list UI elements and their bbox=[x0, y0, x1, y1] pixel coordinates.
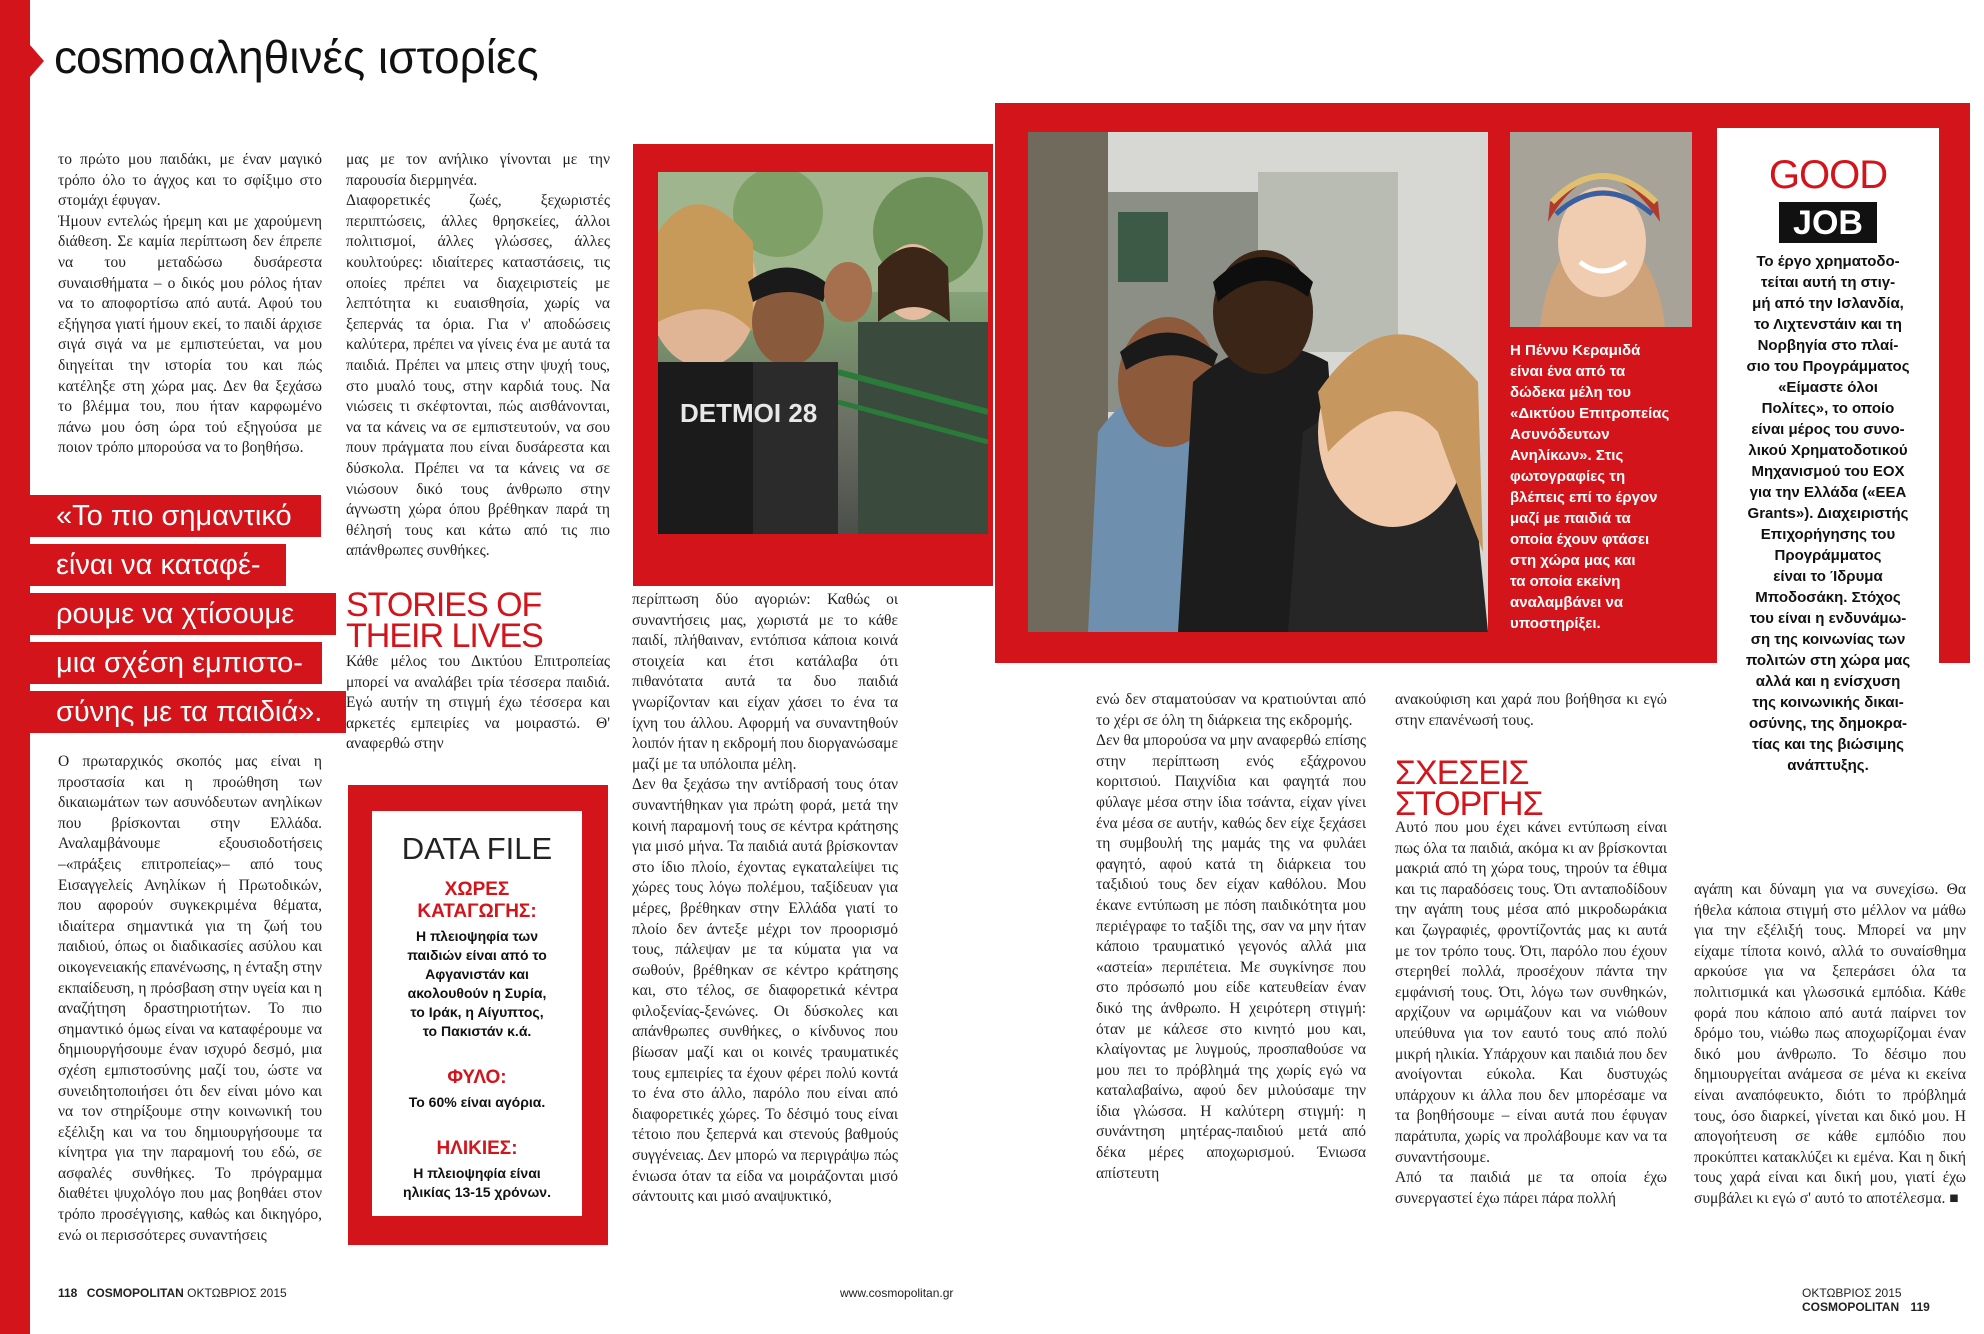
job-heading: JOB bbox=[1779, 202, 1877, 243]
photo-group-selfie bbox=[658, 172, 988, 534]
column-2-top: μας με τον ανήλικο γίνονται με την παρουσία διερμηνέα. Διαφορετικές ζωές, ξεχωριστές περιπτώσεις, άλλες θρησκείες, άλλοι πολιτισμοί, άλλες γλώσσες, άλλες κουλτούρες: ιδιαίτερες καταστάσεις, τις οποίες πρέπει να διαχειριστείς με λεπτότητα κι ευαισθησία, χωρίς να ξεπερνάς τα όρια. Για ν' αποδώσεις καλύτερα, πρέπει να γίνεις ένα με αυτά τα παιδιά. Πρέπει να μπεις στην ψυχή τους, στο μυαλό τους, στην καρδιά τους. Να νιώσεις τι σκέφτονται, πώς αισθάνονται, να τα κάνεις να σε εμπιστευτούν, να σου πουν πράγματα που είναι δυσάρεστα και δύσκολα. Πρέπει να τα κάνεις να σε νιώσουν δικό τους άνθρωπο στην άγνωστη χώρα όπου βρέθηκαν παρά τη θέλησή τους και κάτω από τις πιο απάνθρωπες συνθήκες. bbox=[346, 151, 610, 560]
pull-quote-line: «Το πιο σημαντικό bbox=[30, 495, 321, 537]
relationships-subhead: ΣΧΕΣΕΙΣ ΣΤΟΡΓΗΣ bbox=[1395, 754, 1543, 823]
right-page-number: 119 bbox=[1910, 1300, 1930, 1314]
footer-left bbox=[58, 1286, 287, 1300]
column-1-bottom: Ο πρωταρχικός σκοπός μας είναι η προστασία και η προώθηση των δικαιωμάτων των ασυνόδευτων ανηλίκων που βρίσκονται στην Ελλάδα. Αναλαμβάνουμε εξουσιοδοτήσεις –«πράξεις επιτροπείας»– από τους Εισαγγελείς Ανηλίκων ή Πρωτοδικών, που αφορούν συγκεκριμένα θέματα, ιδιαίτερα σημαντικά για τη ζωή του παιδιού, όπως οι διαδικασίες ασύλου και οικογενειακής επανένωσης, η ένταξη στην εκπαίδευση, η πρόσβαση στην υγεία και η αναζήτηση δραστηριοτήτων. Το πιο σημαντικό όμως είναι να καταφέρουμε να δημιουργήσουμε έναν ισχυρό δεσμό, μια σχέση εμπιστοσύνης μαζί του, ώστε να συνειδητοποιήσει ότι δεν είναι μόνο και να τον στηρίξουμε στην κοινωνική του εξέλιξη και να του δημιουργήσουμε τα κίνητρα για την παραμονή του εδώ, σε ασφαλές συνθήκες. Το πρόγραμμα διαθέτει ψυχολόγο που μας βοηθάει στον τρόπο προσέγγισης, καθώς και δικηγόρο, ενώ οι περισσότερες συναντήσεις bbox=[58, 753, 322, 1244]
page-header bbox=[54, 30, 539, 90]
data-file-card bbox=[372, 811, 582, 1216]
left-issue-date: ΟΚΤΩΒΡΙΟΣ 2015 bbox=[187, 1286, 287, 1300]
good-job-text: Το έργο χρηματοδο- τείται αυτή τη στιγ- μή από την Ισλανδία, το Λιχτενστάιν και τη Νορβηγία στο πλαί- σιο του Προγράμματος «Είμαστε όλοι Πολίτες», το οποίο είναι μέρος του συνο- λικού Χρηματοδοτικού Μηχανισμού του ΕΟΧ για την Ελλάδα («ΕΕΑ Grants»). Διαχειριστής Επιχορήγησης του Προγράμματος είναι το Ίδρυμα Μποδοσάκη. Στόχος του είναι η ενδυνάμω- ση της κοινωνίας των πολιτών στη χώρα μας αλλά και η ενίσχυση της κοινωνικής δικαι- οσύνης, της δημοκρα- τίας και της βιώσιμης ανάπτυξης. bbox=[1745, 253, 1911, 774]
age-text: Η πλειοψηφία είναι ηλικίας 13-15 χρόνων. bbox=[403, 1165, 551, 1200]
footer-right bbox=[1802, 1286, 1984, 1314]
pull-quote-line: ρουμε να χτίσουμε bbox=[30, 593, 336, 635]
right-magazine-name: COSMOPOLITAN bbox=[1802, 1300, 1900, 1314]
data-file-box bbox=[348, 785, 608, 1245]
pull-quote-line: είναι να καταφέ- bbox=[30, 544, 286, 586]
column-5-bottom: Αυτό που μου έχει κάνει εντύπωση είναι πως όλα τα παιδιά, ακόμα κι αν βρίσκονται μακριά από τη χώρα τους, τηρούν τα έθιμα και τις παραδόσεις τους. Ότι ανταποδίδουν την αγάπη τους μέσα από μικροδωράκια και ζωγραφιές, φροντίζοντάς μας κι αυτά με τον τρόπο τους. Ότι, παρόλο που έχουν στερηθεί πολλά, προσέχουν πάντα την εμφάνισή τους. Ότι, λόγω των συνθηκών, αρχίζουν να ωριμάζουν και να νιώθουν υπεύθυνα για τον εαυτό τους από πολύ μικρή ηλικία. Υπάρχουν και παιδιά που δεν ανοίγονται εύκολα. Και δυστυχώς υπάρχουν κι άλλα που δεν μπορέσαμε να τα βοηθήσουμε – είναι αυτά που έφυγαν παράτυπα, χωρίς να προλάβουμε καν να τα συναντήσουμε. Από τα παιδιά με τα οποία έχω συνεργαστεί έχω πάρει πάρα πολλή bbox=[1395, 819, 1667, 1207]
column-5-top: ανακούφιση και χαρά που βοήθησα κι εγώ στην επανένωσή τους. bbox=[1395, 691, 1667, 729]
data-file-title: DATA FILE bbox=[401, 831, 553, 866]
header-arrow bbox=[30, 45, 44, 77]
column-2-bottom: Κάθε μέλος του Δικτύου Επιτροπείας μπορεί να αναλάβει τρία τέσσερα παιδιά. Εγώ αυτήν τη στιγμή έχω τέσσερα και αρκετές εμπειρίες να μοιραστώ. Θ' αναφερθώ στην bbox=[346, 653, 610, 753]
portrait-illustration bbox=[1510, 132, 1692, 327]
age-heading: ΗΛΙΚΙΕΣ: bbox=[436, 1138, 518, 1159]
footer-website: www.cosmopolitan.gr bbox=[840, 1286, 954, 1300]
pull-quote-line: σύνης με τα παιδιά». bbox=[30, 691, 346, 733]
photo-illustration bbox=[658, 172, 988, 534]
jersey-text: DETMOI 28 bbox=[680, 398, 818, 428]
column-6: αγάπη και δύναμη για να συνεχίσω. Θα ήθελα κάποια στιγμή στο μέλλον να μάθω για την εξέλιξή τους. Μπορεί να μην είχαμε τίποτα κοινό, αλλά το συναίσθημα αρκούσε για να ξεπεράσει όλα τα πολιτισμικά και γλωσσικά εμπόδια. Κάθε φορά που κάποιο από αυτά παίρνει τον δρόμο του, νιώθω πως αποχωρίζομαι έναν δικό μου άνθρωπο. Το δέσιμο που δημιουργείται ανάμεσα σε μένα κι εκείνα είναι αναπόφευκτο, διότι το πρόβλημά τους, όσο διαρκεί, γίνεται και δικό μου. Η απογοήτευση σε κάθε εμπόδιο που προκύπτει κατακλύζει κι εμένα. Και η δική τους χαρά είναι και δική μου, γιατί έχω συμβάλει κι εγώ σ' αυτό το αποτέλεσμα. ■ bbox=[1694, 881, 1966, 1207]
good-job-box bbox=[1717, 128, 1939, 810]
left-page-number: 118 bbox=[58, 1286, 78, 1300]
column-1-top: το πρώτο μου παιδάκι, με έναν μαγικό τρόπο όλο το άγχος και το σφίξιμο στο στομάχι έφυγαν. Ήμουν εντελώς ήρεμη και με χαρούμενη διάθεση. Σε καμία περίπτωση δεν έπρεπε να του μεταδώσω δυσάρεστα συναισθήματα – ο δικός μου ρόλος ήταν να το αποφορτίσω από αυτά. Αφού του εξήγησα γιατί ήμουν εκεί, το παιδί άρχισε σιγά σιγά να με εμπιστεύεται, να μου διηγείται την ιστορία του και πώς κατέληξε στη χώρα μας. Δεν θα ξεχάσω το βλέμμα του, που ήταν καρφωμένο πάνω μου όση ώρα τού εξηγούσα με ποιον τρόπο μπορούσα να το βοηθήσω. bbox=[58, 151, 322, 457]
section-title: αληθινές ιστορίες bbox=[188, 31, 539, 83]
gender-heading: ΦΥΛΟ: bbox=[447, 1067, 507, 1088]
column-3: περίπτωση δύο αγοριών: Καθώς οι συναντήσεις μας, χωριστά με το κάθε παιδί, πλήθαιναν, εντόπισα κάποια κοινά στοιχεία και έτσι κατάλαβα ότι πιθανότατα αυτά τα δυο παιδιά γνωρίζονταν και είχαν χάσει το ένα τα ίχνη του άλλου. Αφορμή να συναντηθούν λοιπόν ήταν η εκδρομή που διοργανώσαμε μαζί με τα υπόλοιπα μέλη. Δεν θα ξεχάσω την αντίδρασή τους όταν συναντήθηκαν για πρώτη φορά, μετά την κοινή παραμονή τους σε κέντρα κράτησης για μισό μήνα. Τα παιδιά αυτά βρίσκονταν στο ίδιο πλοίο, έχοντας εγκαταλείψει τις χώρες τους λόγω πολέμου, ταξίδευαν για μέρες, βρέθηκαν στην Ελλάδα γιατί το πλοίο δεν άντεξε μέχρι τον προορισμό τους, πάλεψαν με τα κύματα για να σωθούν, βρέθηκαν σε κέντρο κράτησης και, στο τέλος, σε διαφορετικά κέντρα φιλοξενίας-ξενώνες. Οι δύσκολες και απάνθρωπες συνθήκες, ο κίνδυνος που βίωσαν μαζί και οι κοινές τραυματικές τους εμπειρίες τα έχουν φέρει πολύ κοντά το ένα στο άλλο, παρόλο που είναι από διαφορετικές χώρες. Το δέσιμό τους είναι τέτοιο που ξεπερνά και στενούς βαθμούς συγγένειας. Δεν μπορώ να περιγράψω πώς ένιωσα όταν τα είδα να μοιράζονται μισό σάντουιτς και μισό αναψυκτικό, bbox=[632, 591, 898, 1206]
brand-label: cosmo bbox=[54, 31, 185, 83]
photo-caption: Η Πέννυ Κεραμιδά είναι ένα από τα δώδεκα μέλη του «Δικτύου Επιτροπείας Ασυνόδευτων Ανηλίκων». Στις φωτογραφίες τη βλέπεις επί το έργον μαζί με παιδιά τα οποία έχουν φτάσει στη χώρα μας και τα οποία εκείνη αναλαμβάνει να υποστηρίξει. bbox=[1510, 342, 1670, 632]
origin-text: Η πλειοψηφία των παιδιών είναι από το Αφγανιστάν και ακολουθούν η Συρία, το Ιράκ, η Αίγυπτος, το Πακιστάν κ.ά. bbox=[407, 928, 547, 1039]
photo-illustration-2 bbox=[1028, 132, 1488, 632]
origin-heading: ΧΩΡΕΣ ΚΑΤΑΓΩΓΗΣ: bbox=[417, 879, 537, 922]
right-issue-date: ΟΚΤΩΒΡΙΟΣ 2015 bbox=[1802, 1286, 1902, 1300]
pull-quote-line: μια σχέση εμπιστο- bbox=[30, 642, 322, 684]
stories-subhead: STORIES OF THEIR LIVES bbox=[346, 586, 543, 655]
column-4: ενώ δεν σταματούσαν να κρατιούνται από το χέρι σε όλη τη διάρκεια της εκδρομής. Δεν θα μπορούσα να μην αναφερθώ επίσης στην περίπτωση ενός εξάχρονου κοριτσιού. Παιχνίδια και φαγητά που φύλαγε μέσα στην ίδια τσάντα, είχαν γίνει ένα μέσα σε αυτήν, καθώς δεν είχε ξεχάσει τη συμβουλή της μαμάς της να φυλάει φαγητό, αφού κατά τη διάρκεια του ταξιδιού τους δεν είχαν καθόλου. Μου έκανε εντύπωση με πόση παιδικότητα μου περιέγραφε το ταξίδι της, σαν να μην ήταν κάποιο τραυματικό γεγονός αλλά μια «αστεία» περιπέτεια. Με συγκίνησε που στο πρόσωπό μου είδε κατευθείαν έναν δικό της άνθρωπο. Η χειρότερη στιγμή: όταν με κάλεσε στο κινητό μου και, κλαίγοντας με λυγμούς, προσπαθούσε να μου πει το πρόβλημά της χωρίς εγώ να καταλαβαίνω, αφού δεν μιλούσαμε την ίδια γλώσσα. Η καλύτερη στιγμή: η συνάντηση μητέρας-παιδιού μετά από δέκα μέρες αποχωρισμού. Ένιωσα απίστευτη bbox=[1096, 691, 1366, 1182]
left-magazine-name: COSMOPOLITAN bbox=[86, 1286, 184, 1300]
left-page-edge-strip bbox=[0, 0, 30, 1334]
photo-portrait-penny bbox=[1510, 132, 1692, 327]
photo-selfie-with-boys bbox=[1028, 132, 1488, 632]
good-heading: GOOD bbox=[1768, 153, 1888, 197]
gender-text: Το 60% είναι αγόρια. bbox=[408, 1094, 546, 1110]
